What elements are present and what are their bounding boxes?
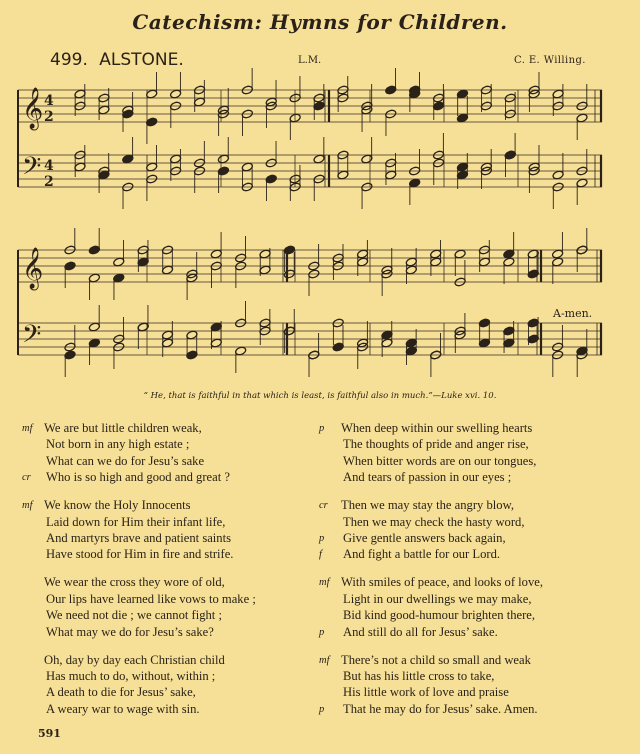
note-head: [98, 105, 110, 115]
hymn-number: 499.: [50, 50, 88, 70]
note-head: [478, 338, 490, 348]
verse-text: When bitter words are on our tongues,: [343, 453, 537, 468]
note-head: [409, 178, 421, 188]
note-head: [456, 170, 468, 180]
verse-text: And tears of passion in our eyes ;: [343, 470, 512, 485]
note-head: [74, 162, 86, 172]
dynamic-mark: cr: [319, 500, 328, 512]
verse: [319, 420, 543, 486]
note-head: [527, 249, 539, 259]
verse-text: Then we may stay the angry blow,: [341, 498, 514, 513]
note-head: [113, 257, 125, 267]
verse-text: We are but little children weak,: [44, 421, 202, 435]
verse-text: Light in our dwellings we may make,: [343, 591, 532, 606]
note-head: [385, 170, 397, 180]
note-head: [170, 154, 182, 164]
page-number: 591: [38, 727, 61, 740]
verse: [319, 497, 543, 563]
note-head: [235, 346, 247, 356]
dynamic-mark: mf: [319, 577, 330, 589]
verse-line: [22, 420, 256, 436]
verse-line: [341, 607, 543, 623]
treble-clef-icon: 𝄞: [22, 248, 44, 289]
note-head: [405, 265, 417, 275]
note-head: [122, 154, 134, 164]
verse-line: [319, 420, 543, 436]
note-head: [217, 166, 229, 176]
verse: [22, 497, 256, 563]
verse-line: [44, 684, 256, 700]
verse-text: But has his little cross to take,: [343, 669, 495, 684]
note-head: [456, 162, 468, 172]
treble-clef-icon: 𝄞: [22, 88, 44, 129]
verses-right-column: [319, 420, 543, 729]
note-head: [88, 273, 100, 283]
note-head: [552, 257, 564, 267]
dynamic-mark: cr: [22, 472, 31, 484]
verse-line: [319, 652, 543, 668]
note-head: [527, 334, 539, 344]
time-signature: 4: [44, 93, 54, 109]
verse-line: [341, 436, 543, 452]
verse-text: Laid down for Him their infant life,: [46, 514, 226, 529]
note-head: [146, 162, 158, 172]
verse-text: Oh, day by day each Christian child: [44, 652, 225, 667]
note-head: [241, 162, 253, 172]
verse-text: We know the Holy Innocents: [44, 498, 191, 513]
verse-text: We wear the cross they wore of old,: [44, 575, 225, 590]
scripture-quote: “ He, that is faithful in that which is least, is faithful also in much.”—Luke xvi. 10.: [143, 391, 497, 401]
dynamic-mark: p: [319, 626, 325, 638]
note-head: [332, 342, 344, 352]
note-head: [265, 174, 277, 184]
verse-text: Bid kind good-humour brighten there,: [343, 608, 536, 623]
verse-text: There’s not a child so small and weak: [341, 652, 531, 667]
note-head: [88, 322, 100, 332]
verse-text: A death to die for Jesus’ sake,: [46, 685, 196, 700]
verse-text: When deep within our swelling hearts: [341, 421, 533, 435]
verse-line: [44, 624, 256, 640]
note-head: [64, 261, 76, 271]
note-head: [503, 257, 515, 267]
verse-line: [341, 469, 543, 485]
verse-text: His little work of love and praise: [343, 685, 509, 700]
verse: [22, 420, 256, 486]
dynamic-mark: f: [319, 549, 322, 561]
verse: [319, 652, 543, 718]
bass-clef-icon: 𝄢: [22, 152, 42, 187]
note-head: [113, 273, 125, 283]
verse-line: [44, 574, 256, 590]
note-head: [186, 350, 198, 360]
note-head: [146, 117, 158, 127]
note-head: [313, 154, 325, 164]
note-head: [454, 249, 466, 259]
note-head: [210, 322, 222, 332]
note-head: [478, 257, 490, 267]
note-head: [381, 330, 393, 340]
note-head: [503, 326, 515, 336]
note-head: [361, 154, 373, 164]
verse-text: What can we do for Jesu’s sake: [46, 453, 205, 468]
note-head: [217, 154, 229, 164]
note-head: [186, 330, 198, 340]
note-head: [433, 101, 445, 111]
verse-text: And martyrs brave and patient saints: [46, 531, 232, 546]
verse-line: [319, 701, 543, 717]
note-head: [283, 245, 295, 255]
dynamic-mark: p: [319, 703, 325, 715]
note-head: [478, 318, 490, 328]
note-head: [527, 318, 539, 328]
verse-line: [341, 591, 543, 607]
note-head: [456, 113, 468, 123]
note-head: [64, 350, 76, 360]
dynamic-mark: mf: [319, 654, 330, 666]
note-head: [381, 338, 393, 348]
verse-line: [44, 591, 256, 607]
note-head: [259, 265, 271, 275]
verse-line: [319, 546, 543, 562]
note-head: [405, 338, 417, 348]
verse-text: Has much to do, without, within ;: [46, 669, 216, 684]
note-head: [503, 249, 515, 259]
verse-line: [319, 530, 543, 546]
note-head: [161, 330, 173, 340]
time-signature: 4: [44, 158, 54, 174]
verse-line: [22, 497, 256, 513]
verse-line: [22, 469, 256, 485]
verse-line: [44, 607, 256, 623]
verse-text: Our lips have learned like vows to make ;: [46, 591, 256, 606]
verse-line: [44, 668, 256, 684]
verse-text: And still do all for Jesus’ sake.: [343, 624, 498, 639]
note-head: [576, 113, 588, 123]
note-head: [193, 97, 205, 107]
verse-line: [44, 453, 256, 469]
verse-text: A weary war to wage with sin.: [46, 701, 200, 716]
verse-line: [44, 436, 256, 452]
verse: [319, 574, 543, 640]
note-head: [74, 89, 86, 99]
dynamic-mark: mf: [22, 423, 33, 434]
verses-left-column: [22, 420, 256, 729]
composer: C. E. Willing.: [514, 55, 586, 66]
verse: [44, 652, 256, 718]
verse-text: Who is so high and good and great ?: [46, 470, 230, 485]
dynamic-mark: mf: [22, 500, 33, 512]
tune-name: ALSTONE.: [99, 50, 184, 70]
note-head: [456, 89, 468, 99]
verse-text: Then we may check the hasty word,: [343, 514, 525, 529]
verse-line: [341, 453, 543, 469]
amen-label: A-men.: [553, 307, 593, 320]
note-head: [161, 338, 173, 348]
verse-line: [341, 684, 543, 700]
running-title: Catechism: Hymns for Children.: [132, 10, 508, 34]
verse-text: With smiles of peace, and looks of love,: [341, 575, 543, 590]
verse-line: [44, 701, 256, 717]
note-head: [552, 89, 564, 99]
note-head: [430, 257, 442, 267]
note-head: [210, 249, 222, 259]
verse-line: [319, 574, 543, 590]
note-head: [146, 89, 158, 99]
verse-line: [44, 514, 256, 530]
verse-text: We need not die ; we cannot fight ;: [46, 608, 222, 623]
note-head: [88, 245, 100, 255]
bass-clef-icon: 𝄢: [22, 320, 42, 355]
time-signature: 2: [44, 174, 54, 190]
verse-text: That he may do for Jesus’ sake. Amen.: [343, 701, 538, 716]
verse-line: [341, 514, 543, 530]
note-head: [552, 249, 564, 259]
note-head: [405, 346, 417, 356]
verse-line: [44, 530, 256, 546]
note-head: [385, 85, 397, 95]
verse-line: [44, 546, 256, 562]
note-head: [552, 170, 564, 180]
verse-text: And fight a battle for our Lord.: [343, 547, 501, 562]
dynamic-mark: p: [319, 533, 325, 545]
verse-line: [341, 668, 543, 684]
verse-text: Have stood for Him in fire and strife.: [46, 547, 234, 562]
dynamic-mark: p: [319, 423, 325, 434]
time-signature: 2: [44, 109, 54, 125]
note-head: [527, 269, 539, 279]
note-head: [210, 338, 222, 348]
note-head: [337, 170, 349, 180]
note-head: [88, 338, 100, 348]
verse-line: [44, 652, 256, 668]
meter: L.M.: [298, 55, 322, 66]
note-head: [576, 178, 588, 188]
verse-text: The thoughts of pride and anger rise,: [343, 437, 529, 452]
note-head: [357, 257, 369, 267]
note-head: [170, 89, 182, 99]
note-head: [504, 150, 516, 160]
verse-line: [319, 497, 543, 513]
note-head: [430, 249, 442, 259]
note-head: [357, 249, 369, 259]
note-head: [161, 265, 173, 275]
verse-text: What may we do for Jesu’s sake?: [46, 624, 214, 639]
verse: [44, 574, 256, 640]
verse-text: Not born in any high estate ;: [46, 437, 190, 452]
note-head: [405, 257, 417, 267]
note-head: [259, 249, 271, 259]
note-head: [503, 338, 515, 348]
verse-line: [319, 624, 543, 640]
note-head: [313, 101, 325, 111]
verse-text: Give gentle answers back again,: [343, 531, 506, 546]
